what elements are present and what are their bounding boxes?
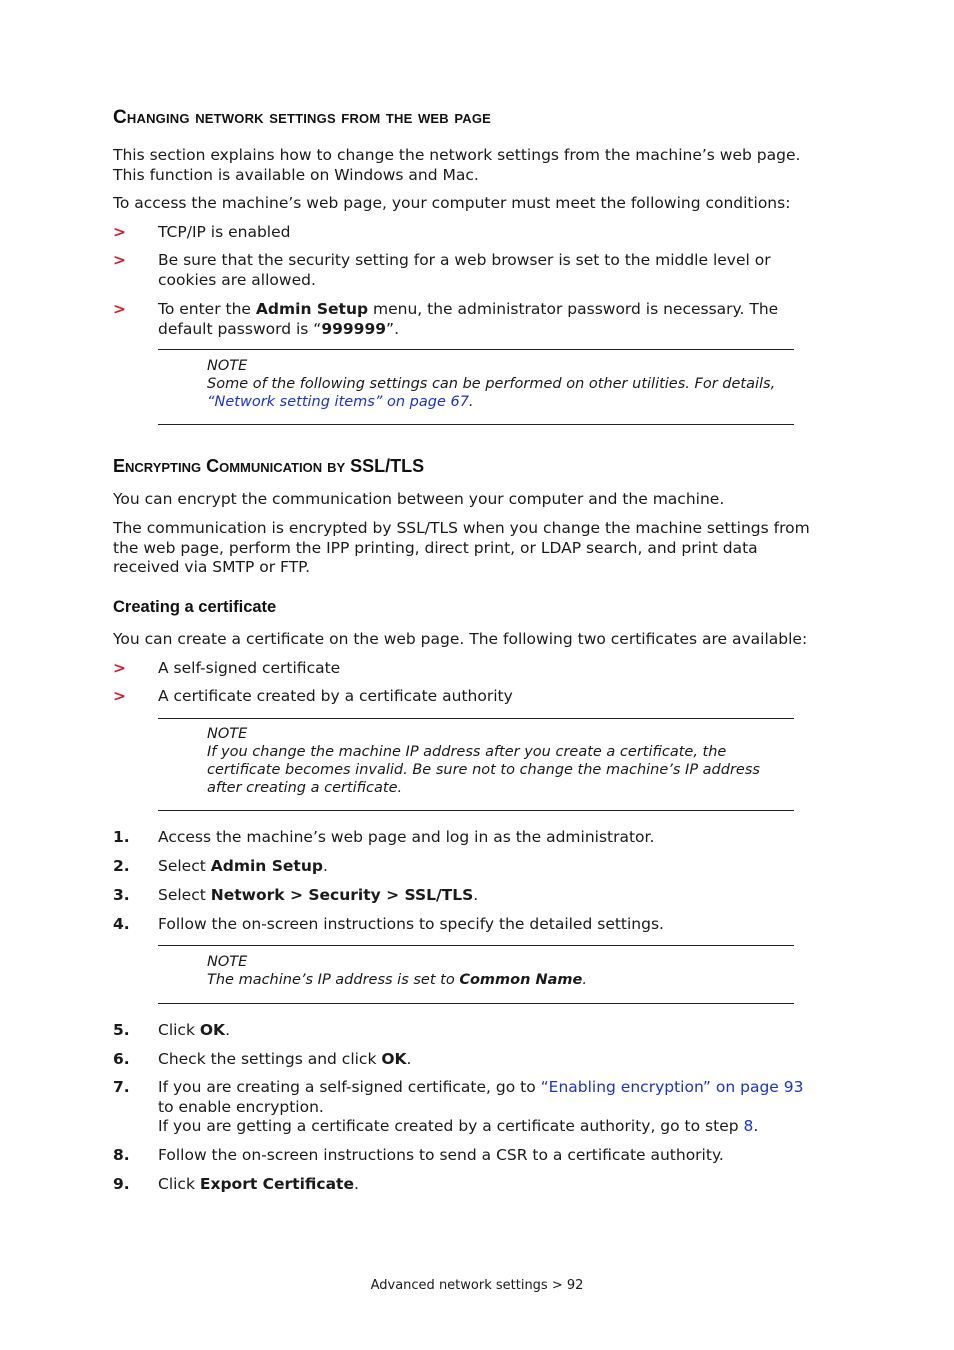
text: . xyxy=(353,1175,359,1193)
paragraph-line: received via SMTP or FTP. xyxy=(113,558,311,576)
intro-paragraph xyxy=(113,146,843,185)
step-number: 6. xyxy=(113,1050,130,1068)
step-number: 8. xyxy=(113,1146,130,1164)
step-number: 2. xyxy=(113,857,130,875)
subsection-heading: Encrypting Communication by SSL/TLS xyxy=(113,456,425,476)
text: . xyxy=(322,857,328,875)
step-text xyxy=(158,1175,838,1195)
step-text xyxy=(158,1050,838,1070)
admin-setup-term: Admin Setup xyxy=(210,857,323,875)
paragraph xyxy=(113,519,843,578)
text: Select xyxy=(158,886,211,904)
step-line xyxy=(158,1078,838,1098)
list-item xyxy=(158,300,838,339)
note-divider xyxy=(158,718,794,719)
step-text: Follow the on-screen instructions to specify the detailed settings. xyxy=(158,915,664,933)
text: Select xyxy=(158,857,211,875)
text: If you are getting a certificate created by a certificate authority, go to step xyxy=(158,1117,744,1135)
text: default password is “ xyxy=(158,319,322,338)
text: The machine’s IP address is set to xyxy=(207,972,460,988)
step-number: 3. xyxy=(113,886,130,904)
note-divider xyxy=(158,349,794,350)
bullet-arrow-icon: > xyxy=(113,300,126,318)
step-line xyxy=(158,1117,838,1137)
network-setting-items-link[interactable]: “Network setting items” on page 67 xyxy=(207,394,469,410)
note-box xyxy=(207,357,797,411)
text: Check the settings and click xyxy=(158,1050,382,1068)
list-item-line xyxy=(158,300,838,320)
enabling-encryption-link[interactable]: “Enabling encryption” on page 93 xyxy=(540,1078,804,1096)
menu-path: Network > Security > SSL/TLS xyxy=(210,886,474,904)
paragraph-line: The communication is encrypted by SSL/TLS when you change the machine settings from xyxy=(113,519,810,537)
text: To enter the xyxy=(158,300,256,318)
text: . xyxy=(468,394,474,410)
text: . xyxy=(753,1117,759,1135)
paragraph: You can create a certificate on the web page. The following two certificates are available: xyxy=(113,630,808,648)
note-box xyxy=(207,725,797,797)
text: menu, the administrator password is necessary. The xyxy=(368,300,779,318)
note-text: Some of the following settings can be performed on other utilities. For details, xyxy=(207,376,776,392)
text: . xyxy=(406,1050,412,1068)
step-text: Follow the on-screen instructions to send a CSR to a certificate authority. xyxy=(158,1146,724,1164)
note-text: after creating a certificate. xyxy=(207,780,403,796)
page-footer: Advanced network settings > 92 xyxy=(370,1278,584,1293)
note-divider xyxy=(158,810,794,811)
step-text xyxy=(158,1078,838,1137)
note-divider xyxy=(158,945,794,946)
step-number: 5. xyxy=(113,1021,130,1039)
common-name-term: Common Name xyxy=(459,972,583,988)
list-item-line: Be sure that the security setting for a web browser is set to the middle level or xyxy=(158,251,771,269)
list-item-line: cookies are allowed. xyxy=(158,270,316,289)
paragraph: You can encrypt the communication between your computer and the machine. xyxy=(113,490,725,508)
ok-term: OK xyxy=(199,1021,226,1039)
note-text xyxy=(207,393,797,411)
bullet-arrow-icon: > xyxy=(113,659,126,677)
paragraph-line: the web page, perform the IPP printing, direct print, or LDAP search, and print data xyxy=(113,538,758,557)
bullet-arrow-icon: > xyxy=(113,223,126,241)
step-text xyxy=(158,1021,838,1041)
note-text: If you change the machine IP address after you create a certificate, the xyxy=(207,744,727,760)
list-item xyxy=(158,251,838,290)
step-number: 4. xyxy=(113,915,130,933)
note-box xyxy=(207,953,797,989)
step-text: Access the machine’s web page and log in as the administrator. xyxy=(158,828,655,846)
export-certificate-term: Export Certificate xyxy=(199,1175,354,1193)
conditions-intro: To access the machine’s web page, your computer must meet the following conditions: xyxy=(113,194,791,212)
text: . xyxy=(225,1021,230,1039)
list-item-line xyxy=(158,320,838,340)
note-divider xyxy=(158,424,794,425)
intro-line: This function is available on Windows and Mac. xyxy=(113,165,479,184)
admin-setup-term: Admin Setup xyxy=(255,300,369,318)
step-number: 1. xyxy=(113,828,130,846)
bullet-arrow-icon: > xyxy=(113,687,126,705)
sub-subsection-heading: Creating a certificate xyxy=(113,598,277,616)
note-label: NOTE xyxy=(207,726,248,742)
step-number: 9. xyxy=(113,1175,130,1193)
text: Click xyxy=(158,1021,200,1039)
step-line: to enable encryption. xyxy=(158,1097,324,1116)
ok-term: OK xyxy=(381,1050,407,1068)
default-password: 999999 xyxy=(321,319,387,338)
list-item: A self-signed certificate xyxy=(158,659,341,677)
list-item: TCP/IP is enabled xyxy=(158,223,291,241)
text: . xyxy=(473,886,479,904)
text: If you are creating a self-signed certificate, go to xyxy=(158,1078,541,1096)
note-label: NOTE xyxy=(207,358,248,374)
step-8-link[interactable]: 8 xyxy=(743,1117,754,1135)
intro-line: This section explains how to change the network settings from the machine’s web page. xyxy=(113,146,801,164)
note-divider xyxy=(158,1003,794,1004)
text: Click xyxy=(158,1175,200,1193)
section-heading: Changing network settings from the web page xyxy=(113,107,492,128)
step-text xyxy=(158,886,838,906)
note-text: certificate becomes invalid. Be sure not to change the machine’s IP address xyxy=(207,762,760,778)
text: ”. xyxy=(386,319,400,338)
text: . xyxy=(582,972,587,988)
note-label: NOTE xyxy=(207,954,248,970)
bullet-arrow-icon: > xyxy=(113,251,126,269)
note-text xyxy=(207,971,797,989)
step-number: 7. xyxy=(113,1078,130,1096)
list-item: A certificate created by a certificate authority xyxy=(158,687,513,705)
step-text xyxy=(158,857,838,877)
